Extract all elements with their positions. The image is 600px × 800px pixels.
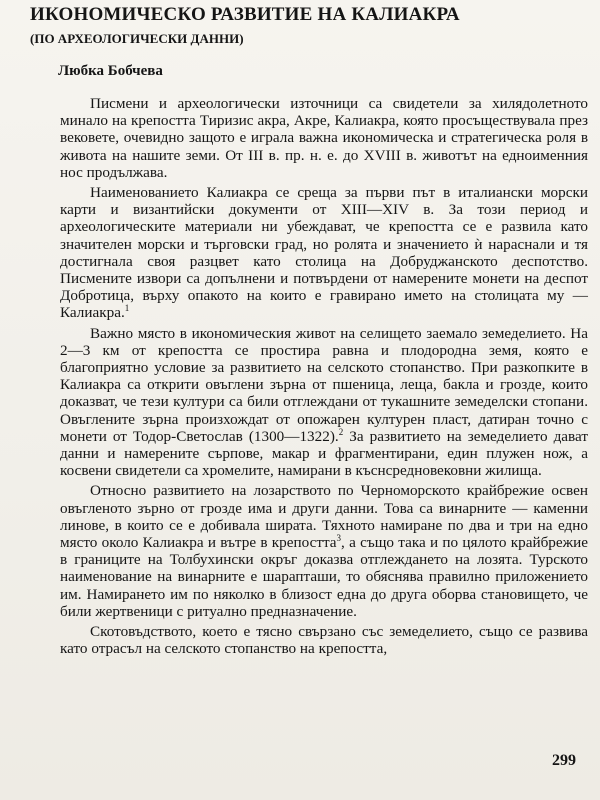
paragraph-text: Важно място в икономическия живот на селището заемало земеделието. На 2—3 км от крепостта се простира равна и плодородна земя, която е благоприятно условие за развитието на селското стопанство. При разкопките в Калиакра са открити овъглени зърна от пшеница, леща, бакла и грозде, които доказват, че тези култури са били отглеждани от тукашните земеделски стопани. Овъглените зърна произхождат от опожарен културен пласт, датиран точно с монети от Тодор-Светослав (1300—1322). [60, 324, 588, 445]
body-paragraph [60, 325, 588, 480]
article-body [60, 95, 588, 661]
body-paragraph [60, 482, 588, 620]
footnote-marker: 1 [124, 303, 130, 314]
body-paragraph [60, 95, 588, 181]
paragraph-text: Скотовъдството, което е тясно свързано със земеделието, също се развива като отрасъл на селското стопанство на крепостта, [60, 623, 588, 658]
paragraph-text: , а също така и по цялото крайбрежие в границите на Толбухински окръг доказва отглеждането на лозята. Турското наименование на винарните е шарапташи, то обяснява правилно приложението им. Намирането им по няколко в близост една до друга оборва становището, че били жертвеници с ритуално предназначение. [60, 534, 588, 620]
page-number: 299 [552, 752, 576, 769]
footnote-marker: 2 [338, 426, 344, 437]
footnote-marker: 3 [336, 533, 342, 544]
paragraph-text: Наименованието Калиакра се среща за първи път в италиански морски карти и византийски документи от XIII—XIV в. За този период и археологическите материали ни убеждават, че крепостта се е развила като значителен морски и търговски град, но ролята и значението ѝ нараснали и тя достигнала своя разцвет като столица на Добруджанското деспотство. Писмените извори са допълнени и потвърдени от намерените монети на деспот Добротица, върху опакото на които е гравирано името на столицата му — Калиакра. [60, 184, 588, 322]
paragraph-text: За развитието на земеделието дават данни и намерените сърпове, макар и фрагментирани, един плужен нож, а косвени свидетели са хромелите, намирани в къснсредновековни жилища. [60, 427, 589, 480]
article-subtitle: (ПО АРХЕОЛОГИЧЕСКИ ДАННИ) [30, 31, 244, 46]
article-author: Любка Бобчева [58, 63, 163, 79]
article-title: ИКОНОМИЧЕСКО РАЗВИТИЕ НА КАЛИАКРА [30, 4, 460, 25]
body-paragraph [60, 623, 588, 657]
paragraph-text: Писмени и археологически източници са свидетели за хилядолетното минало на крепостта Тиризис акра, Акре, Калиакра, която просъществувала през вековете, очевидно защото е играла важна икономическа и стратегическа роля в живота на нашите земи. От III в. пр. н. е. до XVIII в. животът на едноименния нос продължава. [60, 95, 588, 181]
paragraph-text: Относно развитието на лозарството по Черноморското крайбрежие освен овъгленото зърно от грозде има и други данни. Това са винарните — каменни линове, в които се е добивала ширата. Тяхното намиране по два и три на едно място около Калиакра и вътре в крепостта [60, 482, 588, 552]
body-paragraph [60, 184, 588, 322]
